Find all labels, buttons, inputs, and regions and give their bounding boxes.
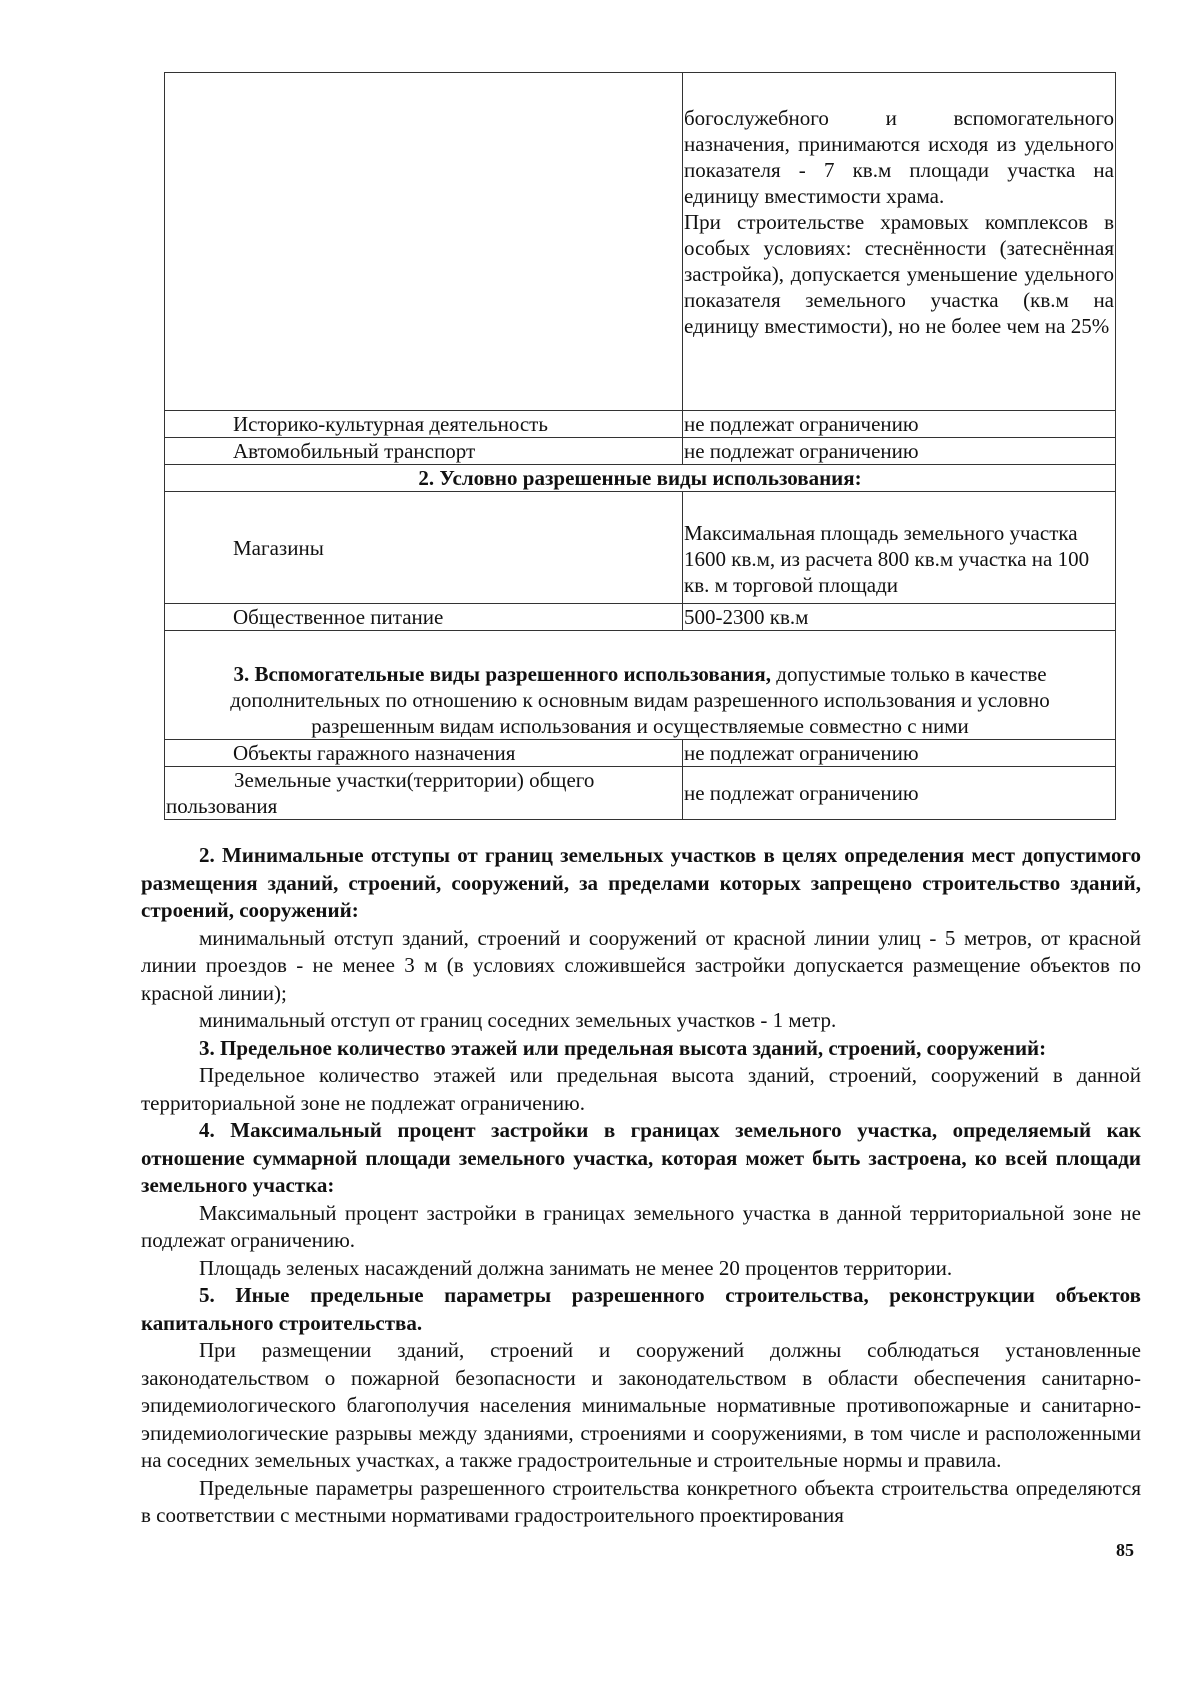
use-name-cell: Автомобильный транспорт xyxy=(165,438,683,465)
limit-cell: не подлежат ограничению xyxy=(683,411,1116,438)
paragraph-greenery: Площадь зеленых насаждений должна занимать не менее 20 процентов территории. xyxy=(199,1255,953,1280)
table-row xyxy=(165,438,1116,465)
table-cell-limit xyxy=(683,73,1116,411)
worship-continuation-text: богослужебного и вспомогательного назначения, принимаются исходя из удельного показателя - 7 кв.м площади участка на единицу вместимости храма. xyxy=(684,106,1114,208)
limit-cell: не подлежат ограничению xyxy=(683,767,1116,820)
limit-cell: 500-2300 кв.м xyxy=(683,604,1116,631)
heading-coverage: 4. Максимальный процент застройки в границах земельного участка, определяемый как отношение суммарной площади земельного участка, которая может быть застроена, ко всей площади земельного участка: xyxy=(141,1118,1141,1197)
table-row xyxy=(165,411,1116,438)
paragraph-setback-neighbors: минимальный отступ от границ соседних земельных участков - 1 метр. xyxy=(199,1008,837,1032)
table-row xyxy=(165,740,1116,767)
use-name-line2: пользования xyxy=(166,794,278,818)
section-heading-auxiliary-uses xyxy=(165,631,1116,740)
table-row xyxy=(165,492,1116,604)
limit-cell: не подлежат ограничению xyxy=(683,438,1116,465)
section-heading-conditional-uses: 2. Условно разрешенные виды использования: xyxy=(165,465,1116,492)
paragraph-setback-red-line: минимальный отступ зданий, строений и сооружений от красной линии улиц - 5 метров, от красной линии проездов - не менее 3 м (в условиях сложившейся застройки допускается размещение объектов по красной линии); xyxy=(141,925,1141,1005)
paragraph-coverage: Максимальный процент застройки в границах земельного участка в данной территориальной зоне не подлежат ограничению. xyxy=(141,1200,1141,1252)
land-use-table xyxy=(164,72,1116,820)
table-row xyxy=(165,767,1116,820)
table-cell-empty xyxy=(165,73,683,411)
regulations-body xyxy=(141,842,1141,1530)
limit-cell: не подлежат ограничению xyxy=(683,740,1116,767)
worship-special-conditions-text: При строительстве храмовых комплексов в особых условиях: стеснённости (затеснённая застройка), допускается уменьшение удельного показателя земельного участка (кв.м на единицу вместимости), но не более чем на 25% xyxy=(684,210,1114,338)
paragraph-fire-safety: При размещении зданий, строений и сооружений должны соблюдаться установленные законодательством о пожарной безопасности и законодательством в области обеспечения санитарно-эпидемиологического благополучия населения минимальные нормативные противопожарные и санитарно-эпидемиологические разрывы между зданиями, строениями и сооружениями, в том числе и расположенными на соседних земельных участках, а также градостроительные и строительные нормы и правила. xyxy=(141,1338,1141,1472)
limit-cell: Максимальная площадь земельного участка 1600 кв.м, из расчета 800 кв.м участка на 100 кв. м торговой площади xyxy=(683,492,1116,604)
paragraph-local-norms: Предельные параметры разрешенного строительства конкретного объекта строительства определяются в соответствии с местными нормативами градостроительного проектирования xyxy=(141,1475,1141,1527)
use-name-cell: Общественное питание xyxy=(165,604,683,631)
heading-other-params: 5. Иные предельные параметры разрешенного строительства, реконструкции объектов капитального строительства. xyxy=(141,1283,1141,1335)
heading-setbacks: 2. Минимальные отступы от границ земельных участков в целях определения мест допустимого размещения зданий, строений, сооружений, за пределами которых запрещено строительство зданий, строений, сооружений: xyxy=(141,843,1141,922)
use-name-cell: Магазины xyxy=(165,492,683,604)
page-number: 85 xyxy=(1116,1540,1134,1560)
table-row xyxy=(165,604,1116,631)
heading-floors: 3. Предельное количество этажей или предельная высота зданий, строений, сооружений: xyxy=(199,1035,1047,1060)
table-row xyxy=(165,73,1116,411)
use-name-cell: Объекты гаражного назначения xyxy=(165,740,683,767)
table-row xyxy=(165,465,1116,492)
use-name-cell: Историко-культурная деятельность xyxy=(165,411,683,438)
section3-bold-text: 3. Вспомогательные виды разрешенного использования, xyxy=(233,662,772,686)
paragraph-floors: Предельное количество этажей или предельная высота зданий, строений, сооружений в данной территориальной зоне не подлежат ограничению. xyxy=(141,1063,1141,1115)
section3-rest-text: допустимые только в качестве дополнительных по отношению к основным видам разрешенного использования и условно разрешенным видам использования и осуществляемые совместно с ними xyxy=(230,662,1050,738)
table-row xyxy=(165,631,1116,740)
use-name-cell xyxy=(165,767,683,820)
use-name-line1: Земельные участки(территории) общего xyxy=(234,768,595,792)
